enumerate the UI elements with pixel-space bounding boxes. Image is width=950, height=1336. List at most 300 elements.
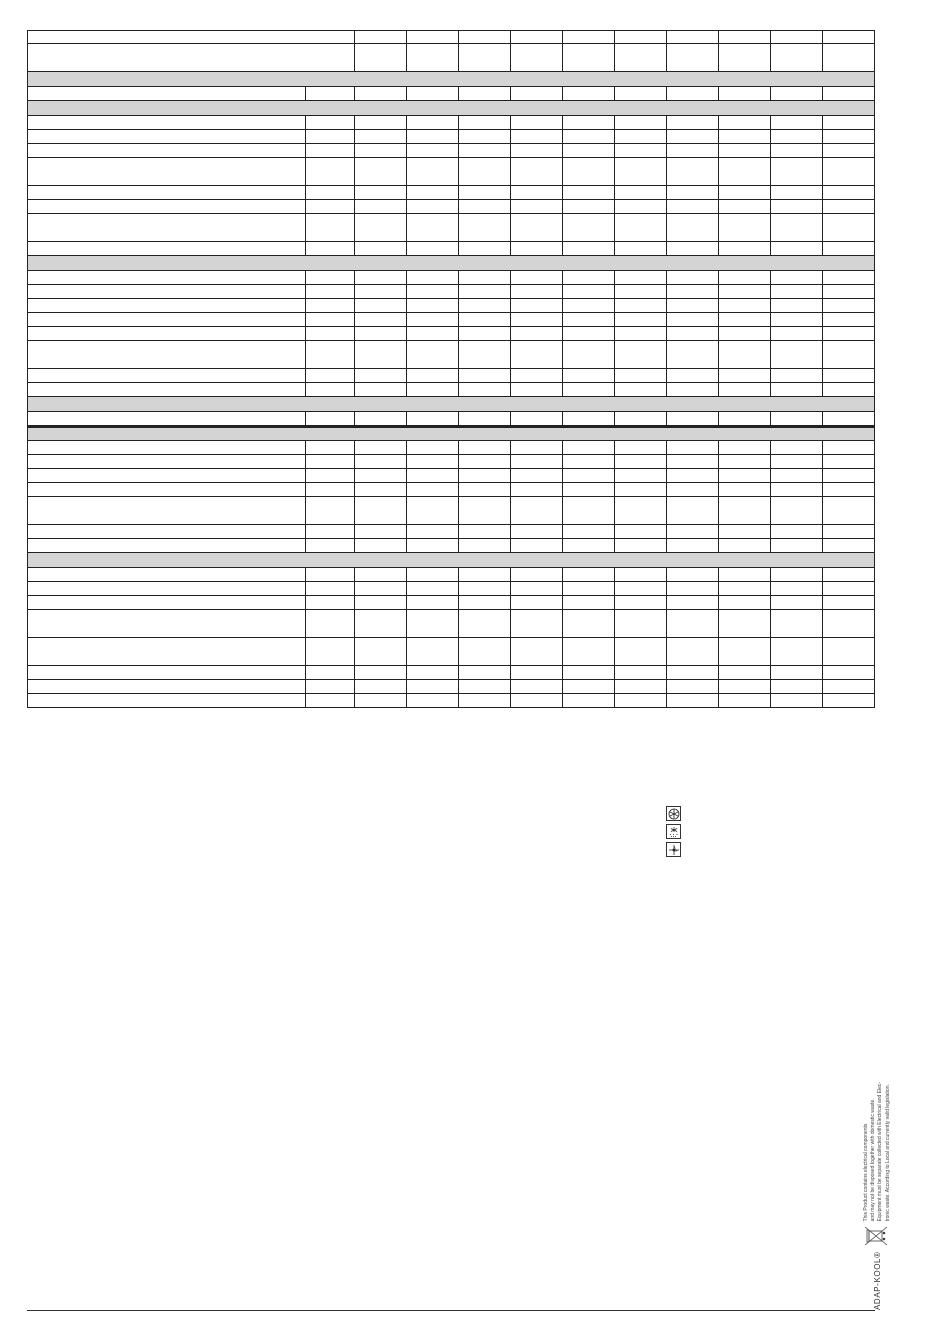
value-cell bbox=[719, 186, 771, 199]
value-cell bbox=[719, 130, 771, 143]
value-cell bbox=[306, 497, 355, 524]
parameter-label-cell bbox=[28, 327, 306, 340]
value-cell bbox=[407, 441, 459, 454]
value-cell bbox=[459, 31, 511, 43]
parameter-label-cell bbox=[28, 214, 306, 241]
value-cell bbox=[667, 497, 719, 524]
table-row bbox=[27, 369, 875, 383]
parameter-label-cell bbox=[28, 285, 306, 298]
table-row bbox=[27, 214, 875, 242]
value-cell bbox=[355, 596, 407, 609]
table-row bbox=[27, 383, 875, 397]
value-cell bbox=[823, 158, 875, 185]
parameter-table bbox=[27, 30, 875, 708]
value-cell bbox=[511, 455, 563, 468]
parameter-label-cell bbox=[28, 525, 306, 538]
value-cell bbox=[719, 31, 771, 43]
value-cell bbox=[355, 369, 407, 382]
parameter-label-cell bbox=[28, 144, 306, 157]
value-cell bbox=[511, 497, 563, 524]
value-cell bbox=[407, 483, 459, 496]
value-cell bbox=[355, 469, 407, 482]
value-cell bbox=[719, 116, 771, 129]
value-cell bbox=[823, 666, 875, 679]
value-cell bbox=[615, 186, 667, 199]
value-cell bbox=[615, 441, 667, 454]
value-cell bbox=[563, 116, 615, 129]
value-cell bbox=[306, 327, 355, 340]
value-cell bbox=[306, 271, 355, 284]
section-header-bar bbox=[27, 397, 875, 412]
value-cell bbox=[355, 539, 407, 552]
value-cell bbox=[615, 483, 667, 496]
value-cell bbox=[719, 214, 771, 241]
value-cell bbox=[823, 469, 875, 482]
value-cell bbox=[459, 327, 511, 340]
value-cell bbox=[771, 455, 823, 468]
value-cell bbox=[719, 158, 771, 185]
value-cell bbox=[667, 214, 719, 241]
value-cell bbox=[823, 525, 875, 538]
value-cell bbox=[719, 313, 771, 326]
footer-rule bbox=[27, 1310, 875, 1311]
value-cell bbox=[459, 694, 511, 707]
value-cell bbox=[407, 383, 459, 396]
table-row bbox=[27, 469, 875, 483]
value-cell bbox=[823, 383, 875, 396]
value-cell bbox=[667, 369, 719, 382]
value-cell bbox=[459, 469, 511, 482]
value-cell bbox=[823, 412, 875, 425]
table-row bbox=[27, 186, 875, 200]
value-cell bbox=[459, 116, 511, 129]
table-row bbox=[27, 483, 875, 497]
value-cell bbox=[563, 144, 615, 157]
value-cell bbox=[355, 383, 407, 396]
value-cell bbox=[823, 610, 875, 637]
value-cell bbox=[563, 383, 615, 396]
value-cell bbox=[771, 441, 823, 454]
value-cell bbox=[355, 582, 407, 595]
value-cell bbox=[615, 116, 667, 129]
value-cell bbox=[563, 469, 615, 482]
value-cell bbox=[615, 341, 667, 368]
disposal-line: This Product contains electrical components bbox=[863, 1123, 869, 1222]
value-cell bbox=[563, 610, 615, 637]
value-cell bbox=[615, 568, 667, 581]
value-cell bbox=[667, 680, 719, 693]
value-cell bbox=[615, 497, 667, 524]
value-cell bbox=[719, 469, 771, 482]
value-cell bbox=[306, 299, 355, 312]
value-cell bbox=[719, 144, 771, 157]
value-cell bbox=[719, 483, 771, 496]
value-cell bbox=[306, 694, 355, 707]
value-cell bbox=[459, 130, 511, 143]
value-cell bbox=[823, 369, 875, 382]
section-header-bar bbox=[27, 72, 875, 87]
value-cell bbox=[407, 271, 459, 284]
value-cell bbox=[615, 144, 667, 157]
value-cell bbox=[306, 130, 355, 143]
value-cell bbox=[306, 144, 355, 157]
value-cell bbox=[355, 242, 407, 255]
value-cell bbox=[615, 369, 667, 382]
value-cell bbox=[459, 144, 511, 157]
value-cell bbox=[771, 680, 823, 693]
parameter-label-cell bbox=[28, 299, 306, 312]
value-cell bbox=[771, 383, 823, 396]
value-cell bbox=[407, 539, 459, 552]
value-cell bbox=[719, 610, 771, 637]
value-cell bbox=[511, 144, 563, 157]
table-row bbox=[27, 271, 875, 285]
value-cell bbox=[563, 441, 615, 454]
value-cell bbox=[407, 666, 459, 679]
value-cell bbox=[511, 383, 563, 396]
value-cell bbox=[719, 638, 771, 665]
value-cell bbox=[771, 242, 823, 255]
value-cell bbox=[563, 186, 615, 199]
value-cell bbox=[771, 694, 823, 707]
value-cell bbox=[459, 666, 511, 679]
value-cell bbox=[563, 539, 615, 552]
value-cell bbox=[563, 327, 615, 340]
value-cell bbox=[355, 694, 407, 707]
value-cell bbox=[459, 525, 511, 538]
value-cell bbox=[355, 568, 407, 581]
value-cell bbox=[667, 158, 719, 185]
value-cell bbox=[771, 610, 823, 637]
value-cell bbox=[615, 412, 667, 425]
value-cell bbox=[615, 596, 667, 609]
value-cell bbox=[667, 525, 719, 538]
value-cell bbox=[615, 31, 667, 43]
header-row bbox=[27, 30, 875, 44]
value-cell bbox=[511, 638, 563, 665]
value-cell bbox=[511, 214, 563, 241]
table-row bbox=[27, 539, 875, 553]
value-cell bbox=[563, 369, 615, 382]
value-cell bbox=[511, 582, 563, 595]
value-cell bbox=[771, 158, 823, 185]
value-cell bbox=[823, 596, 875, 609]
value-cell bbox=[306, 369, 355, 382]
value-cell bbox=[306, 383, 355, 396]
legend-icons bbox=[666, 806, 681, 860]
table-row bbox=[27, 327, 875, 341]
value-cell bbox=[306, 87, 355, 100]
parameter-label-cell bbox=[28, 242, 306, 255]
parameter-label-cell bbox=[28, 497, 306, 524]
value-cell bbox=[823, 130, 875, 143]
value-cell bbox=[823, 568, 875, 581]
value-cell bbox=[667, 144, 719, 157]
value-cell bbox=[407, 341, 459, 368]
value-cell bbox=[407, 313, 459, 326]
table-row bbox=[27, 582, 875, 596]
value-cell bbox=[771, 539, 823, 552]
disposal-block bbox=[863, 1040, 892, 1310]
value-cell bbox=[615, 610, 667, 637]
parameter-label-cell bbox=[28, 412, 306, 425]
value-cell bbox=[823, 539, 875, 552]
value-cell bbox=[615, 582, 667, 595]
value-cell bbox=[306, 638, 355, 665]
value-cell bbox=[615, 200, 667, 213]
value-cell bbox=[667, 271, 719, 284]
value-cell bbox=[407, 369, 459, 382]
header-row bbox=[27, 44, 875, 72]
value-cell bbox=[511, 186, 563, 199]
value-cell bbox=[823, 44, 875, 71]
value-cell bbox=[823, 144, 875, 157]
value-cell bbox=[563, 483, 615, 496]
value-cell bbox=[563, 412, 615, 425]
value-cell bbox=[306, 214, 355, 241]
parameter-label-cell bbox=[28, 186, 306, 199]
value-cell bbox=[563, 313, 615, 326]
value-cell bbox=[459, 539, 511, 552]
value-cell bbox=[771, 214, 823, 241]
value-cell bbox=[615, 539, 667, 552]
value-cell bbox=[563, 214, 615, 241]
value-cell bbox=[719, 87, 771, 100]
value-cell bbox=[719, 299, 771, 312]
table-row bbox=[27, 130, 875, 144]
disposal-line: tronic waste. According to Local and currently valid legislation. bbox=[884, 1084, 891, 1222]
value-cell bbox=[719, 596, 771, 609]
value-cell bbox=[511, 596, 563, 609]
value-cell bbox=[823, 341, 875, 368]
value-cell bbox=[719, 341, 771, 368]
value-cell bbox=[355, 31, 407, 43]
value-cell bbox=[823, 299, 875, 312]
value-cell bbox=[407, 158, 459, 185]
value-cell bbox=[407, 596, 459, 609]
value-cell bbox=[459, 285, 511, 298]
table-row bbox=[27, 638, 875, 666]
value-cell bbox=[667, 186, 719, 199]
value-cell bbox=[306, 200, 355, 213]
value-cell bbox=[563, 596, 615, 609]
section-header-bar bbox=[27, 256, 875, 271]
value-cell bbox=[407, 242, 459, 255]
value-cell bbox=[615, 242, 667, 255]
value-cell bbox=[667, 483, 719, 496]
table-row bbox=[27, 341, 875, 369]
value-cell bbox=[407, 469, 459, 482]
value-cell bbox=[771, 568, 823, 581]
value-cell bbox=[306, 568, 355, 581]
value-cell bbox=[459, 383, 511, 396]
value-cell bbox=[459, 341, 511, 368]
value-cell bbox=[459, 680, 511, 693]
value-cell bbox=[407, 525, 459, 538]
value-cell bbox=[667, 596, 719, 609]
parameter-label-cell bbox=[28, 455, 306, 468]
value-cell bbox=[615, 87, 667, 100]
value-cell bbox=[511, 87, 563, 100]
fan-icon bbox=[666, 842, 681, 857]
value-cell bbox=[407, 44, 459, 71]
value-cell bbox=[306, 525, 355, 538]
section-header-bar bbox=[27, 101, 875, 116]
value-cell bbox=[459, 158, 511, 185]
value-cell bbox=[771, 186, 823, 199]
snowflake-icon bbox=[666, 806, 681, 821]
value-cell bbox=[355, 483, 407, 496]
value-cell bbox=[407, 116, 459, 129]
value-cell bbox=[511, 285, 563, 298]
table-row bbox=[27, 313, 875, 327]
parameter-label-cell bbox=[28, 680, 306, 693]
value-cell bbox=[823, 31, 875, 43]
value-cell bbox=[823, 271, 875, 284]
value-cell bbox=[667, 455, 719, 468]
value-cell bbox=[407, 299, 459, 312]
parameter-label-cell bbox=[28, 271, 306, 284]
parameter-label-cell bbox=[28, 582, 306, 595]
value-cell bbox=[667, 87, 719, 100]
value-cell bbox=[511, 680, 563, 693]
value-cell bbox=[615, 638, 667, 665]
value-cell bbox=[511, 116, 563, 129]
table-row bbox=[27, 116, 875, 130]
value-cell bbox=[667, 130, 719, 143]
parameter-label-cell bbox=[28, 383, 306, 396]
value-cell bbox=[563, 525, 615, 538]
value-cell bbox=[667, 383, 719, 396]
value-cell bbox=[771, 483, 823, 496]
value-cell bbox=[771, 638, 823, 665]
parameter-label-cell bbox=[28, 130, 306, 143]
value-cell bbox=[407, 186, 459, 199]
value-cell bbox=[719, 369, 771, 382]
value-cell bbox=[306, 116, 355, 129]
parameter-label-cell bbox=[28, 469, 306, 482]
value-cell bbox=[823, 680, 875, 693]
value-cell bbox=[563, 497, 615, 524]
value-cell bbox=[667, 285, 719, 298]
value-cell bbox=[667, 638, 719, 665]
value-cell bbox=[407, 214, 459, 241]
value-cell bbox=[355, 327, 407, 340]
value-cell bbox=[563, 271, 615, 284]
value-cell bbox=[355, 680, 407, 693]
value-cell bbox=[771, 299, 823, 312]
table-row bbox=[27, 144, 875, 158]
parameter-label-cell bbox=[28, 313, 306, 326]
value-cell bbox=[667, 441, 719, 454]
value-cell bbox=[459, 87, 511, 100]
value-cell bbox=[459, 455, 511, 468]
value-cell bbox=[355, 610, 407, 637]
value-cell bbox=[823, 87, 875, 100]
value-cell bbox=[615, 214, 667, 241]
value-cell bbox=[407, 455, 459, 468]
value-cell bbox=[823, 455, 875, 468]
value-cell bbox=[563, 582, 615, 595]
value-cell bbox=[459, 200, 511, 213]
value-cell bbox=[511, 299, 563, 312]
value-cell bbox=[667, 200, 719, 213]
value-cell bbox=[563, 694, 615, 707]
table-row bbox=[27, 525, 875, 539]
value-cell bbox=[511, 44, 563, 71]
value-cell bbox=[511, 341, 563, 368]
value-cell bbox=[306, 483, 355, 496]
value-cell bbox=[407, 694, 459, 707]
value-cell bbox=[615, 525, 667, 538]
value-cell bbox=[306, 596, 355, 609]
value-cell bbox=[511, 31, 563, 43]
table-row bbox=[27, 497, 875, 525]
value-cell bbox=[407, 31, 459, 43]
value-cell bbox=[667, 666, 719, 679]
value-cell bbox=[719, 582, 771, 595]
value-cell bbox=[667, 242, 719, 255]
value-cell bbox=[771, 116, 823, 129]
value-cell bbox=[355, 638, 407, 665]
table-row bbox=[27, 299, 875, 313]
value-cell bbox=[563, 285, 615, 298]
value-cell bbox=[306, 313, 355, 326]
table-row bbox=[27, 596, 875, 610]
value-cell bbox=[306, 412, 355, 425]
value-cell bbox=[771, 412, 823, 425]
value-cell bbox=[771, 130, 823, 143]
value-cell bbox=[615, 666, 667, 679]
parameter-label-cell bbox=[28, 638, 306, 665]
value-cell bbox=[563, 87, 615, 100]
value-cell bbox=[459, 483, 511, 496]
value-cell bbox=[667, 44, 719, 71]
value-cell bbox=[823, 638, 875, 665]
section-header-bar bbox=[27, 553, 875, 568]
value-cell bbox=[407, 582, 459, 595]
parameter-label-cell bbox=[28, 158, 306, 185]
value-cell bbox=[407, 497, 459, 524]
value-cell bbox=[719, 271, 771, 284]
value-cell bbox=[667, 610, 719, 637]
value-cell bbox=[511, 694, 563, 707]
value-cell bbox=[771, 596, 823, 609]
table-row bbox=[27, 158, 875, 186]
value-cell bbox=[823, 200, 875, 213]
value-cell bbox=[771, 144, 823, 157]
value-cell bbox=[823, 694, 875, 707]
value-cell bbox=[511, 483, 563, 496]
table-row bbox=[27, 242, 875, 256]
value-cell bbox=[511, 369, 563, 382]
value-cell bbox=[306, 455, 355, 468]
value-cell bbox=[771, 469, 823, 482]
value-cell bbox=[563, 44, 615, 71]
value-cell bbox=[306, 539, 355, 552]
value-cell bbox=[355, 299, 407, 312]
value-cell bbox=[355, 116, 407, 129]
value-cell bbox=[355, 341, 407, 368]
value-cell bbox=[511, 200, 563, 213]
value-cell bbox=[511, 539, 563, 552]
parameter-label-cell bbox=[28, 666, 306, 679]
value-cell bbox=[563, 200, 615, 213]
value-cell bbox=[355, 144, 407, 157]
value-cell bbox=[615, 694, 667, 707]
value-cell bbox=[615, 285, 667, 298]
value-cell bbox=[306, 469, 355, 482]
